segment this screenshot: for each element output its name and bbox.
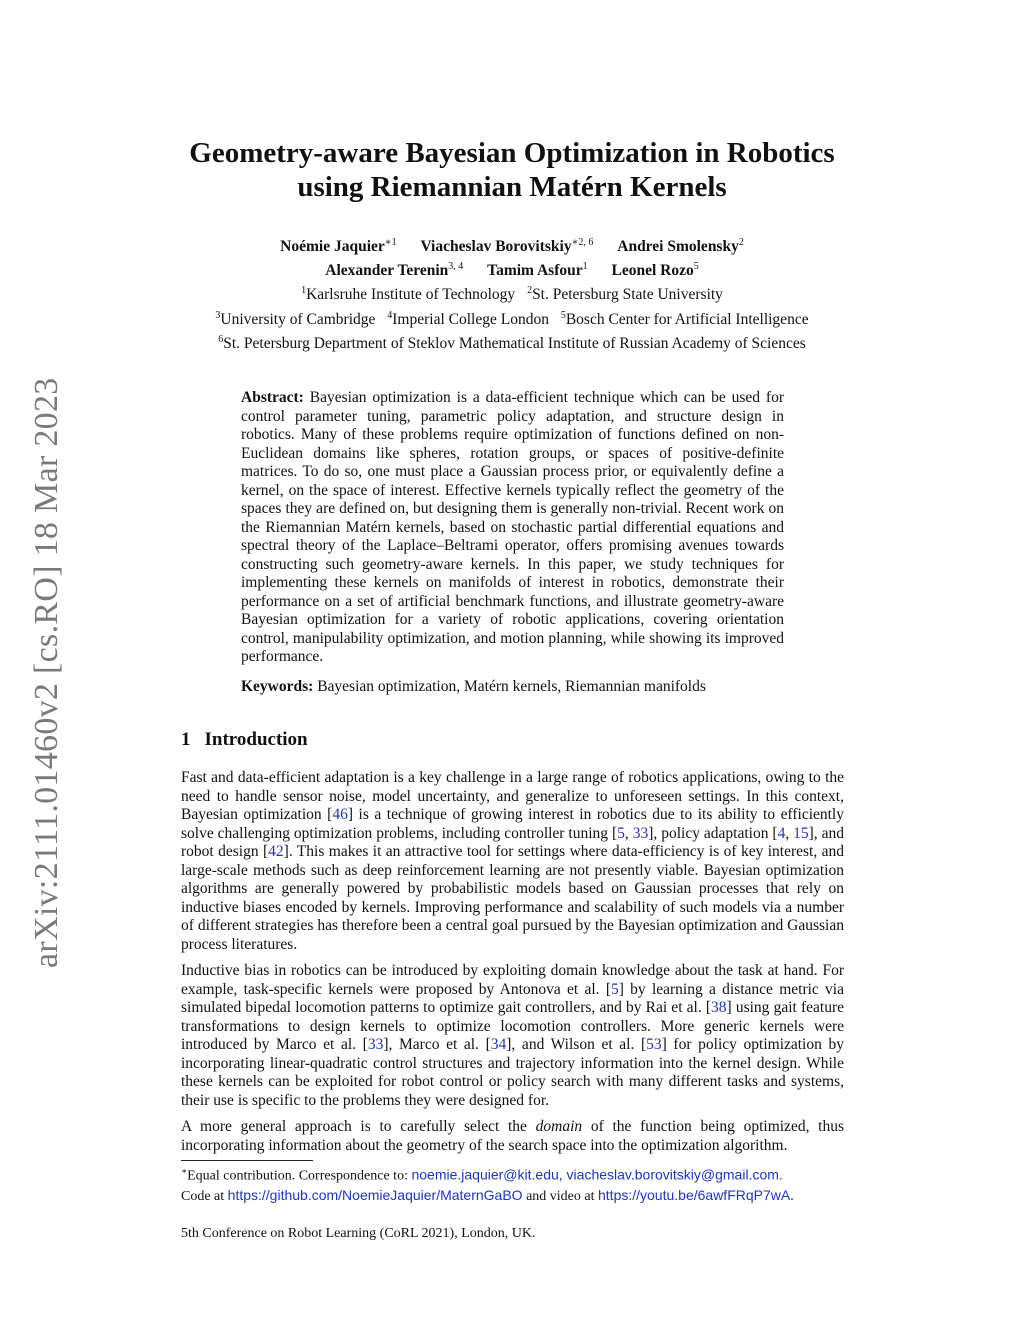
citation-link[interactable]: 46 bbox=[332, 806, 348, 823]
title-block bbox=[100, 136, 924, 204]
affiliation-row-3 bbox=[150, 330, 874, 354]
footnote bbox=[181, 1162, 861, 1206]
citation-link[interactable]: 34 bbox=[490, 1036, 507, 1053]
affiliation-row-1 bbox=[150, 281, 874, 305]
affiliation: $^4$Imperial College London bbox=[387, 309, 549, 328]
citation-link[interactable]: 53 bbox=[646, 1036, 662, 1053]
affiliation: $^5$Bosch Center for Artificial Intelligence bbox=[560, 309, 809, 328]
footnote-line-2: Code at https://github.com/NoemieJaquier/MaternGaBO and video at https://youtu.be/6awfFRqP7wA. bbox=[181, 1186, 794, 1204]
code-link[interactable]: https://github.com/NoemieJaquier/MaternGaBO bbox=[227, 1186, 523, 1203]
introduction-body bbox=[181, 769, 844, 1163]
paper-title bbox=[100, 136, 924, 204]
video-link[interactable]: https://youtu.be/6awfFRqP7wA bbox=[598, 1186, 791, 1203]
citation-link[interactable]: 38 bbox=[711, 999, 727, 1016]
citation-link[interactable]: 5 bbox=[617, 824, 625, 842]
citation-link[interactable]: 33 bbox=[367, 1036, 384, 1053]
author: Tamim Asfour$^1$ bbox=[487, 261, 588, 280]
author: Noémie Jaquier$^{∗1}$ bbox=[280, 237, 397, 256]
author: Andrei Smolensky$^2$ bbox=[617, 237, 744, 256]
citation-link[interactable]: 4 bbox=[777, 824, 786, 842]
title-line-1: Geometry-aware Bayesian Optimization in Robotics bbox=[189, 137, 835, 169]
keywords-text: Bayesian optimization, Matérn kernels, Riemannian manifolds bbox=[317, 677, 706, 695]
email-link[interactable]: viacheslav.borovitskiy@gmail.com bbox=[566, 1166, 779, 1183]
author: Leonel Rozo$^5$ bbox=[611, 261, 699, 280]
title-line-2: using Riemannian Matérn Kernels bbox=[297, 171, 727, 203]
venue-line: 5th Conference on Robot Learning (CoRL 2021), London, UK. bbox=[181, 1226, 536, 1241]
authors-block bbox=[150, 233, 874, 354]
citation-link[interactable]: 15 bbox=[793, 824, 809, 842]
abstract-label: Abstract: bbox=[241, 389, 304, 406]
paragraph-3: A more general approach is to carefully select the domain of the function being optimized, thus incorporating information about the geometry of the search space into the optimization algorithm. bbox=[181, 1118, 844, 1154]
footnote-rule bbox=[181, 1160, 313, 1161]
section-title: Introduction bbox=[204, 729, 308, 750]
keywords-label: Keywords: bbox=[241, 677, 314, 695]
author-row-1 bbox=[150, 233, 874, 257]
footnote-line-1: ∗Equal contribution. Correspondence to: noemie.jaquier@kit.edu, viacheslav.borovitskiy@gmail.com. bbox=[181, 1166, 783, 1184]
section-heading bbox=[181, 729, 308, 751]
affiliation: $^3$University of Cambridge bbox=[215, 309, 376, 328]
paragraph-1: Fast and data-efficient adaptation is a key challenge in a large range of robotics applications, owing to the need to handle sensor noise, model uncertainty, and generalize to unforeseen settings. In this context, Bayesian optimization [46] is a technique of growing interest in robotics due to its ability to efficiently solve challenging optimization problems, including controller tuning [5, 33], policy adaptation [4, 15], and robot design [42]. This makes it an attractive tool for settings where data-efficiency is of key interest, and large-scale methods such as deep reinforcement learning are not presently viable. Bayesian optimization algorithms are generally powered by probabilistic models based on Gaussian processes that rely on inductive biases encoded by kernels. Improving performance and scalability of such models via a number of different strategies has therefore been a central goal pursued by the Bayesian optimization and Gaussian process literatures. bbox=[181, 769, 845, 953]
section-number: 1 bbox=[181, 729, 191, 750]
arxiv-identifier: arXiv:2111.01460v2 [cs.RO] 18 Mar 2023 bbox=[28, 377, 65, 968]
author-row-2 bbox=[150, 257, 874, 281]
email-link[interactable]: noemie.jaquier@kit.edu bbox=[411, 1166, 559, 1183]
citation-link[interactable]: 33 bbox=[632, 824, 649, 842]
abstract-text: Bayesian optimization is a data-efficient technique which can be used for control parameter tuning, parametric policy adaptation, and structure design in robotics. Many of these problems require optimization of functions defined on non-Euclidean domains like spheres, rotation groups, or spaces of positive-definite matrices. To do so, one must place a Gaussian process prior, or equivalently define a kernel, on the space of interest. Effective kernels typically reflect the geometry of the spaces they are defined on, but designing them is generally non-trivial. Recent work on the Riemannian Matérn kernels, based on stochastic partial differential equations and spectral theory of the Laplace–Beltrami operator, offers promising avenues towards constructing such geometry-aware kernels. In this paper, we study techniques for implementing these kernels on manifolds of interest in robotics, demonstrate their performance on a set of artificial benchmark functions, and illustrate geometry-aware Bayesian optimization for a variety of robotic applications, covering orientation control, manipulability optimization, and motion planning, while showing its improved performance. bbox=[241, 389, 785, 665]
affiliation: $^6$St. Petersburg Department of Steklov Mathematical Institute of Russian Academy of Sciences bbox=[218, 333, 806, 352]
citation-link[interactable]: 42 bbox=[268, 843, 284, 860]
affiliation-row-2 bbox=[150, 305, 874, 329]
paragraph-2: Inductive bias in robotics can be introduced by exploiting domain knowledge about the task at hand. For example, task-specific kernels were proposed by Antonova et al. [5] by learning a distance metric via simulated bipedal locomotion patterns to optimize gait controllers, and by Rai et al. [38] using gait feature transformations to design kernels to optimize locomotion controllers. More generic kernels were introduced by Marco et al. [33], Marco et al. [34], and Wilson et al. [53] for policy optimization by incorporating linear-quadratic control structures and trajectory information into the kernel design. While these kernels can be exploited for robot control or policy search with many different tasks and systems, their use is specific to the problems they were designed for. bbox=[181, 962, 845, 1109]
citation-link[interactable]: 5 bbox=[611, 980, 619, 998]
author: Alexander Terenin$^{3, 4}$ bbox=[325, 261, 464, 280]
author: Viacheslav Borovitskiy$^{∗2, 6}$ bbox=[420, 237, 594, 256]
keywords bbox=[241, 678, 784, 697]
affiliation: $^2$St. Petersburg State University bbox=[527, 285, 723, 304]
abstract-body bbox=[241, 389, 784, 667]
affiliation: $^1$Karlsruhe Institute of Technology bbox=[301, 285, 516, 304]
abstract bbox=[241, 389, 784, 696]
